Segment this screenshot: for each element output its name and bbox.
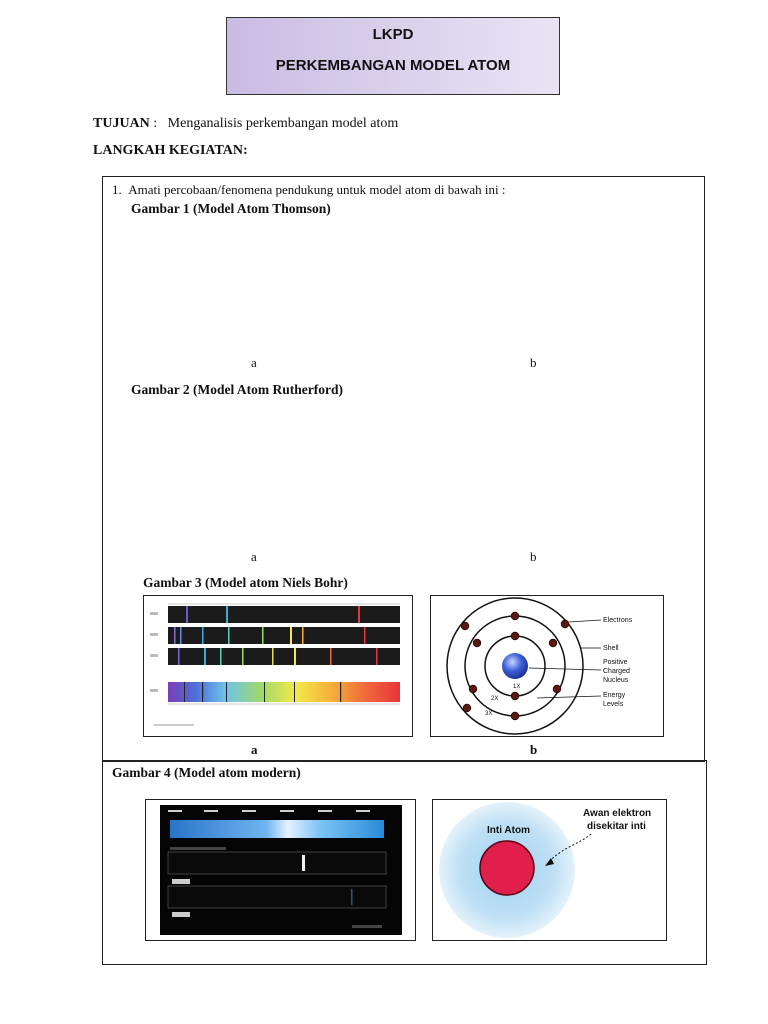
modern-spectrum-image bbox=[145, 799, 416, 941]
gambar2-title: Gambar 2 (Model Atom Rutherford) bbox=[131, 382, 343, 397]
label-energy-1: Energy bbox=[603, 692, 626, 699]
title-lkpd: LKPD bbox=[372, 26, 414, 43]
gambar2-label-b: b bbox=[530, 549, 537, 564]
modern-spectrum-figure bbox=[146, 800, 415, 940]
nucleus bbox=[502, 653, 528, 679]
emission-spectra-figure bbox=[144, 596, 412, 736]
label-cloud-1: Awan elektron bbox=[583, 808, 652, 819]
label-shell: Shell bbox=[603, 645, 619, 652]
step-1 bbox=[112, 182, 506, 198]
gambar3-label-b: b bbox=[530, 742, 538, 757]
gambar1-label-a: a bbox=[251, 355, 257, 370]
nucleus-modern bbox=[480, 841, 534, 895]
gambar1-title: Gambar 1 (Model Atom Thomson) bbox=[131, 201, 331, 216]
bohr-model-figure bbox=[431, 596, 663, 736]
label-energy-2: Levels bbox=[603, 701, 624, 708]
label-nucleus-3: Nucleus bbox=[603, 677, 629, 684]
spectrum-image bbox=[143, 595, 413, 737]
gambar2-label-a: a bbox=[251, 549, 257, 564]
tujuan-separator: : bbox=[149, 116, 158, 131]
title-box bbox=[226, 17, 560, 95]
modern-atom-image bbox=[432, 799, 667, 941]
step-number: 1. bbox=[112, 182, 122, 197]
tujuan-label: TUJUAN bbox=[93, 116, 150, 131]
title-main: PERKEMBANGAN MODEL ATOM bbox=[275, 57, 511, 74]
electron-cloud-figure bbox=[433, 800, 666, 940]
label-level-3: 3X bbox=[485, 711, 493, 717]
label-nucleus-2: Charged bbox=[603, 668, 630, 675]
label-level-1: 1X bbox=[513, 684, 521, 690]
label-electrons: Electrons bbox=[603, 617, 633, 624]
label-level-2: 2X bbox=[491, 696, 499, 702]
label-cloud-2: disekitar inti bbox=[587, 821, 646, 832]
step-text: Amati percobaan/fenomena pendukung untuk model atom di bawah ini : bbox=[128, 182, 506, 197]
label-inti-atom: Inti Atom bbox=[487, 825, 530, 836]
tujuan-text: Menganalisis perkembangan model atom bbox=[167, 116, 399, 131]
langkah-title: LANGKAH KEGIATAN: bbox=[93, 143, 248, 158]
gambar3-title: Gambar 3 (Model atom Niels Bohr) bbox=[143, 575, 348, 590]
gambar1-label-b: b bbox=[530, 355, 537, 370]
label-nucleus-1: Positive bbox=[603, 659, 628, 666]
gambar3-label-a: a bbox=[251, 742, 258, 757]
tujuan-line bbox=[93, 116, 398, 132]
bohr-model-image bbox=[430, 595, 664, 737]
gambar4-title: Gambar 4 (Model atom modern) bbox=[112, 765, 301, 780]
